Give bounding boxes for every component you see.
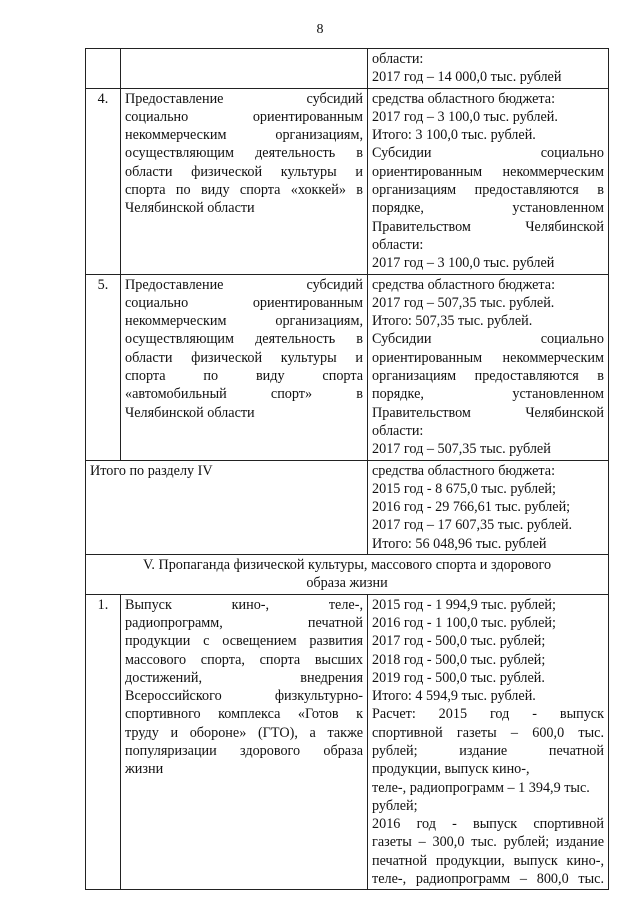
activity-line: осуществляющим деятельность в: [125, 331, 363, 348]
funding-line: 2018 год - 500,0 тыс. рублей;: [372, 651, 546, 668]
funding-line: Правительством Челябинской: [372, 218, 604, 235]
row-number: 1.: [97, 596, 109, 613]
funding-line: средства областного бюджета:: [372, 276, 556, 293]
section-title-cell: [86, 555, 609, 595]
section-header-row: [86, 555, 609, 595]
funding-line: Итого: 3 100,0 тыс. рублей.: [372, 127, 536, 144]
section-title-line: образа жизни: [306, 575, 388, 592]
funding-line: 2015 год - 8 675,0 тыс. рублей;: [372, 480, 556, 497]
row-number-cell: [86, 88, 121, 274]
funding-line: 2017 год - 500,0 тыс. рублей;: [372, 633, 546, 650]
row-number-cell: [86, 49, 121, 89]
funding-line: продукции, выпуск кино-,: [372, 761, 530, 778]
funding-line: организациям предоставляются в: [372, 182, 604, 199]
activity-line: спорта по виду спорта: [125, 368, 363, 385]
activity-line: Предоставление субсидий: [125, 90, 363, 107]
funding-cell: [368, 460, 609, 554]
funding-line: 2016 год - 1 100,0 тыс. рублей;: [372, 614, 556, 631]
program-table: [85, 48, 609, 890]
funding-line: 2017 год – 507,35 тыс. рублей.: [372, 294, 555, 311]
funding-line: области:: [372, 236, 424, 253]
funding-line: Итого: 4 594,9 тыс. рублей.: [372, 688, 536, 705]
activity-line: области физической культуры и: [125, 349, 363, 366]
funding-line: печатной продукции, выпуск кино-,: [372, 852, 604, 869]
table-row-continuation: [86, 49, 609, 89]
funding-line: ориентированным некоммерческим: [372, 349, 604, 366]
row-number: 4.: [97, 90, 109, 107]
activity-cell: [121, 49, 368, 89]
funding-line: Расчет: 2015 год - выпуск: [372, 706, 604, 723]
activity-line: некоммерческим организациям,: [125, 313, 363, 330]
activity-cell: [121, 274, 368, 460]
activity-line: Выпуск кино-, теле-,: [125, 596, 363, 613]
funding-line: 2017 год – 14 000,0 тыс. рублей: [372, 69, 562, 86]
page-number: 8: [316, 22, 324, 37]
funding-line: Итого: 56 048,96 тыс. рублей: [372, 535, 547, 552]
activity-line: продукции с освещением развития: [125, 633, 363, 650]
funding-line: газеты – 300,0 тыс. рублей; издание: [372, 834, 604, 851]
activity-line: радиопрограмм, печатной: [125, 614, 363, 631]
activity-line: социально ориентированным: [125, 294, 363, 311]
funding-line: 2016 год - выпуск спортивной: [372, 816, 604, 833]
funding-line: ориентированным некоммерческим: [372, 163, 604, 180]
funding-cell: [368, 49, 609, 89]
funding-line: средства областного бюджета:: [372, 90, 556, 107]
funding-line: Субсидии социально: [372, 145, 604, 162]
funding-line: порядке, установленном: [372, 200, 604, 217]
funding-line: 2017 год – 3 100,0 тыс. рублей.: [372, 108, 558, 125]
funding-line: Итого: 507,35 тыс. рублей.: [372, 313, 533, 330]
table-row-v1: [86, 594, 609, 890]
funding-line: 2017 год – 17 607,35 тыс. рублей.: [372, 517, 573, 534]
funding-line: области:: [372, 51, 424, 67]
row-number: 5.: [97, 276, 109, 293]
funding-line: области:: [372, 422, 424, 439]
activity-cell: [121, 88, 368, 274]
funding-cell: [368, 274, 609, 460]
funding-line: 2017 год – 507,35 тыс. рублей: [372, 441, 551, 458]
funding-line: Правительством Челябинской: [372, 404, 604, 421]
funding-line: порядке, установленном: [372, 386, 604, 403]
total-label-cell: [86, 460, 368, 554]
activity-line: труду и обороне» (ГТО), а также: [125, 724, 363, 741]
activity-line: Предоставление субсидий: [125, 276, 363, 293]
table-row-5: [86, 274, 609, 460]
funding-line: спортивной газеты – 600,0 тыс.: [372, 724, 604, 741]
activity-line: социально ориентированным: [125, 108, 363, 125]
funding-line: теле-, радиопрограмм – 800,0 тыс.: [372, 871, 604, 888]
funding-line: рублей; издание печатной: [372, 742, 604, 759]
activity-line: спорта по виду спорта «хоккей» в: [125, 182, 363, 199]
total-label: Итого по разделу IV: [90, 462, 213, 479]
funding-line: рублей;: [372, 797, 418, 814]
activity-line: Всероссийского физкультурно-: [125, 688, 363, 705]
funding-cell: [368, 594, 609, 890]
table-row-4: [86, 88, 609, 274]
activity-line: массового спорта, спорта высших: [125, 651, 363, 668]
activity-line: Челябинской области: [125, 200, 255, 217]
funding-line: организациям предоставляются в: [372, 368, 604, 385]
funding-cell: [368, 88, 609, 274]
section-title-line: V. Пропаганда физической культуры, массового спорта и здорового: [142, 557, 552, 574]
activity-line: достижений, внедрения: [125, 669, 363, 686]
activity-line: области физической культуры и: [125, 163, 363, 180]
activity-line: жизни: [125, 761, 164, 778]
funding-line: 2019 год - 500,0 тыс. рублей.: [372, 669, 545, 686]
funding-line: Субсидии социально: [372, 331, 604, 348]
activity-line: Челябинской области: [125, 404, 255, 421]
funding-line: 2017 год – 3 100,0 тыс. рублей: [372, 255, 555, 272]
activity-line: «автомобильный спорт» в: [125, 386, 363, 403]
funding-line: теле-, радиопрограмм – 1 394,9 тыс.: [372, 779, 590, 796]
table-row-total: [86, 460, 609, 554]
activity-line: спортивного комплекса «Готов к: [125, 706, 363, 723]
funding-line: 2015 год - 1 994,9 тыс. рублей;: [372, 596, 556, 613]
row-number-cell: [86, 594, 121, 890]
funding-line: 2016 год - 29 766,61 тыс. рублей;: [372, 499, 571, 516]
row-number-cell: [86, 274, 121, 460]
activity-cell: [121, 594, 368, 890]
activity-line: некоммерческим организациям,: [125, 127, 363, 144]
funding-line: средства областного бюджета:: [372, 462, 556, 479]
activity-line: осуществляющим деятельность в: [125, 145, 363, 162]
activity-line: популяризации здорового образа: [125, 742, 363, 759]
